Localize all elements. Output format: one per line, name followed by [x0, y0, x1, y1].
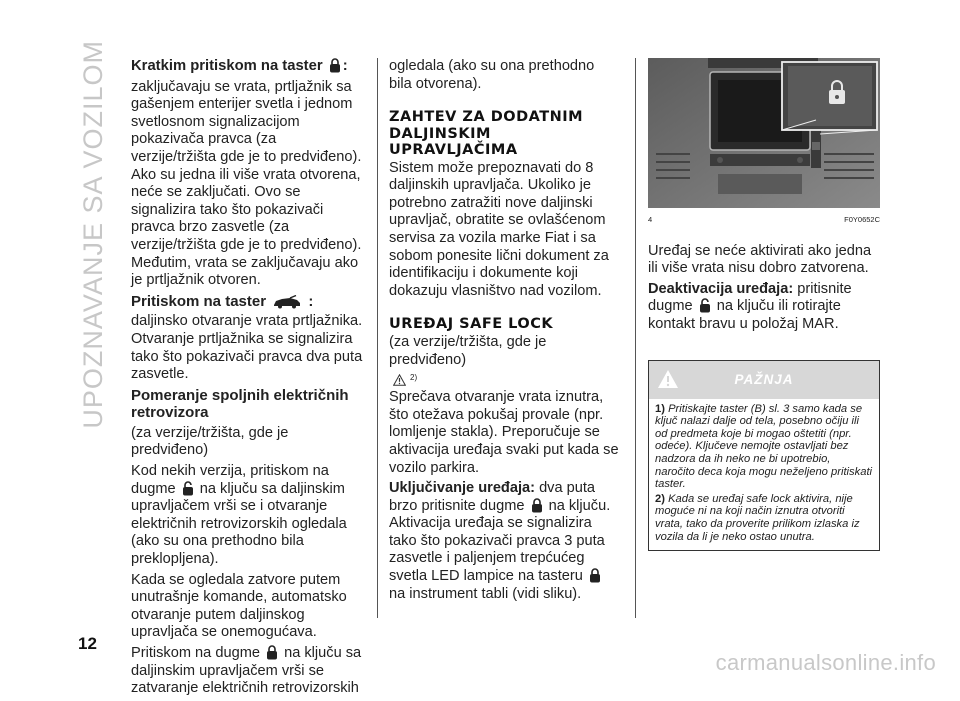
warning-triangle-icon	[657, 369, 679, 389]
heading-short-press: Kratkim pritiskom na taster :	[131, 58, 348, 74]
lock-icon	[531, 498, 543, 513]
car-trunk-icon	[272, 295, 302, 309]
warning-body	[649, 399, 879, 551]
paragraph-mirrors-availability: (za verzije/tržišta, gde je predviđeno)	[131, 424, 289, 459]
figure-code: F0Y0652C	[844, 215, 880, 224]
paragraph-additional-remotes: Sistem može prepoznavati do 8 daljinskih upravljača. Ukoliko je potrebno zatražiti nove daljinski upravljač, obratite se ovlašćenom servisa za vozila marke Fiat i sa sobom ponesite lični dokument za identifikaciju i dokumente koji dokazuju vlasništvo nad vozilom.	[389, 159, 609, 299]
column-1	[131, 58, 363, 701]
unlock-icon	[182, 481, 194, 496]
lock-icon	[589, 568, 601, 583]
dashboard-figure	[648, 58, 880, 208]
section-sidebar-title	[76, 40, 110, 429]
column-divider	[635, 58, 636, 618]
watermark: carmanualsonline.info	[715, 650, 936, 675]
dashboard-illustration	[648, 58, 880, 208]
heading-additional-remotes: ZAHTEV ZA DODATNIM DALJINSKIM UPRAVLJAČIMA	[389, 109, 584, 159]
paragraph-mirrors-disabled: Kada se ogledala zatvore putem unutrašnje komande, automatsko otvaranje putem daljinskog upravljača se onemogućava.	[131, 571, 347, 641]
heading-mirrors: Pomeranje spoljnih električnih retrovizora	[131, 386, 349, 422]
paragraph-safe-lock-activation: Uključivanje uređaja: dva puta brzo pritisnite dugme na ključu. Aktivacija uređaja se signalizira tako što pokazivači pravca 3 puta zasvetle i paljenjem trepćućeg svetla LED lampice na tasteru na instrument tabli (vidi sliku).	[389, 480, 611, 602]
paragraph-mirrors-close: Pritiskom na dugme na ključu sa daljinskim upravljačem vrši se zatvaranje električnih retrovizorskih	[131, 645, 362, 697]
figure-number: 4	[648, 215, 653, 224]
paragraph-not-activated: Uređaj se neće aktivirati ako jedna ili više vrata nisu dobro zatvorena.	[648, 242, 872, 277]
warning-item: 2) Kada se uređaj safe lock aktivira, nije moguće ni na koji način iznutra otvoriti vrata, tako da proverite prilikom izlaska iz vozila da li je neko ostao unutra.	[655, 492, 860, 543]
figure-caption	[648, 211, 880, 229]
paragraph-safe-lock-availability: (za verzije/tržišta, gde je predviđeno)	[389, 333, 547, 368]
paragraph-mirrors-open: Kod nekih verzija, pritiskom na dugme na ključu sa daljinskim upravljačem vrši se i otvaranje električnih retrovizorskih ogledala (ako su ona prethodno bila preklopljena).	[131, 463, 347, 568]
unlock-icon	[699, 298, 711, 313]
warning-note-reference: 2)	[393, 372, 621, 386]
column-divider	[377, 58, 378, 618]
lock-icon	[266, 645, 278, 660]
column-2	[389, 58, 621, 606]
warning-item: 1) Pritiskajte taster (B) sl. 3 samo kada se ključ nalazi dalje od tela, posebno očiju ili od predmeta koje bi mogao oštetiti (npr. odeće). Ključeve nemojte ostavljati bez nadzora da ih neko ne bi upotrebio, naročito deca koja mogu neželjeno pritiskati taster.	[655, 402, 873, 491]
warning-title: PAŽNJA	[734, 371, 794, 387]
heading-trunk-button: Pritiskom na taster :	[131, 292, 314, 310]
paragraph-safe-lock-description: Sprečava otvaranje vrata iznutra, što otežava pokušaj provale (npr. lomljenje stakla). Preporučuje se aktivacija uređaja svaki put kada se vozilo parkira.	[389, 389, 619, 476]
paragraph-deactivation: Deaktivacija uređaja: pritisnite dugme na ključu ili rotirajte kontakt bravu u položaj MAR.	[648, 280, 852, 332]
warning-triangle-icon	[393, 374, 406, 386]
page-number: 12	[78, 634, 97, 653]
paragraph-lock-description: zaključavaju se vrata, prtljažnik sa gašenjem enterijer svetla i jednom svetlosnom signalizacijom pokazivača pravca (za verzije/tržišta gde je to predviđeno). Ako su jedna ili više vrata otvorena, neće se zaključati. Ovo se signalizira tako što pokazivači pravca brzo zasvetle (za verzije/tržišta gde je to predviđeno). Međutim, vrata se zaključavaju ako je prtljažnik otvoren.	[131, 78, 362, 289]
heading-safe-lock: UREĐAJ SAFE LOCK	[389, 316, 554, 333]
warning-box	[648, 360, 880, 552]
section-title-text: UPOZNAVANJE SA VOZILOM	[77, 40, 108, 429]
column-3	[648, 58, 880, 551]
paragraph-mirrors-continued: ogledala (ako su ona prethodno bila otvorena).	[389, 58, 595, 92]
lock-icon	[329, 58, 341, 73]
warning-header	[649, 361, 879, 399]
paragraph-trunk-description: daljinsko otvaranje vrata prtljažnika. Otvaranje prtljažnika se signalizira tako što pokazivači pravca dva puta zasvetle.	[131, 313, 363, 383]
